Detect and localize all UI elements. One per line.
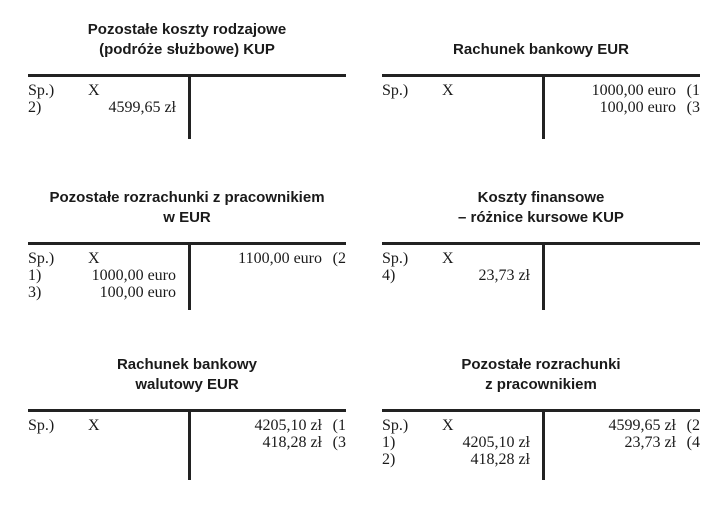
entry-amount: X (442, 250, 454, 267)
debit-side (28, 417, 186, 434)
entry-amount: 418,28 zł (470, 451, 530, 468)
entry-amount: X (88, 417, 100, 434)
entry-label: Sp.) (28, 417, 55, 434)
entry-amount: X (88, 250, 100, 267)
entry-reference: (2 (686, 417, 700, 434)
entry-amount: 23,73 zł (478, 267, 530, 284)
account-title-line: z pracownikiem (485, 376, 597, 393)
entry-amount: 4205,10 zł (254, 417, 322, 434)
entry-label: Sp.) (28, 82, 55, 99)
account-title-line: Pozostałe rozrachunki (461, 356, 621, 373)
credit-entry (548, 434, 700, 451)
account-title-line: walutowy EUR (135, 376, 239, 393)
entry-reference: (4 (686, 434, 700, 451)
entry-amount: 1000,00 euro (591, 82, 676, 99)
account-title-line: Rachunek bankowy EUR (453, 41, 629, 58)
entry-amount: X (442, 417, 454, 434)
debit-entry (382, 417, 540, 434)
debit-side (382, 417, 540, 468)
credit-side (548, 417, 700, 451)
account-title-line: w EUR (163, 209, 211, 226)
entry-label: 1) (28, 267, 42, 284)
account-title-line: Pozostałe koszty rodzajowe (87, 21, 287, 38)
account-horizontal-rule (28, 409, 346, 412)
entry-label: Sp.) (28, 250, 55, 267)
account-horizontal-rule (382, 409, 700, 412)
entry-amount: X (442, 82, 454, 99)
account-title-line: (podróże służbowe) KUP (99, 41, 275, 58)
t-account (28, 0, 346, 506)
account-title-line: Pozostałe rozrachunki z pracownikiem (49, 189, 325, 206)
entry-reference: (1 (686, 82, 700, 99)
credit-side (194, 417, 346, 451)
entry-amount: 4205,10 zł (462, 434, 530, 451)
entry-label: 3) (28, 284, 42, 301)
debit-entry (28, 417, 186, 434)
entry-amount: X (88, 82, 100, 99)
entry-amount: 100,00 euro (99, 284, 176, 301)
entry-reference: (3 (686, 99, 700, 116)
account-title-line: Rachunek bankowy (116, 356, 258, 373)
entry-label: 2) (28, 99, 42, 116)
entry-amount: 1100,00 euro (238, 250, 322, 267)
entry-reference: (2 (332, 250, 346, 267)
credit-entry (194, 417, 346, 434)
entry-amount: 100,00 euro (599, 99, 676, 116)
debit-entry (382, 451, 540, 468)
entry-amount: 4599,65 zł (608, 417, 676, 434)
entry-amount: 4599,65 zł (108, 99, 176, 116)
entry-label: Sp.) (382, 417, 409, 434)
entry-label: 2) (382, 451, 396, 468)
entry-amount: 418,28 zł (262, 434, 322, 451)
account-title (28, 355, 346, 395)
entry-label: Sp.) (382, 250, 409, 267)
account-vertical-rule (188, 409, 191, 480)
account-title (382, 355, 700, 395)
entry-reference: (1 (332, 417, 346, 434)
entry-label: 1) (382, 434, 396, 451)
account-title-line: – różnice kursowe KUP (458, 209, 624, 226)
credit-entry (548, 417, 700, 434)
entry-amount: 23,73 zł (624, 434, 676, 451)
entry-reference: (3 (332, 434, 346, 451)
debit-entry (382, 434, 540, 451)
account-title-line: Koszty finansowe (477, 189, 605, 206)
entry-label: 4) (382, 267, 396, 284)
t-account (382, 0, 700, 506)
entry-label: Sp.) (382, 82, 409, 99)
entry-amount: 1000,00 euro (91, 267, 176, 284)
account-vertical-rule (542, 409, 545, 480)
credit-entry (194, 434, 346, 451)
